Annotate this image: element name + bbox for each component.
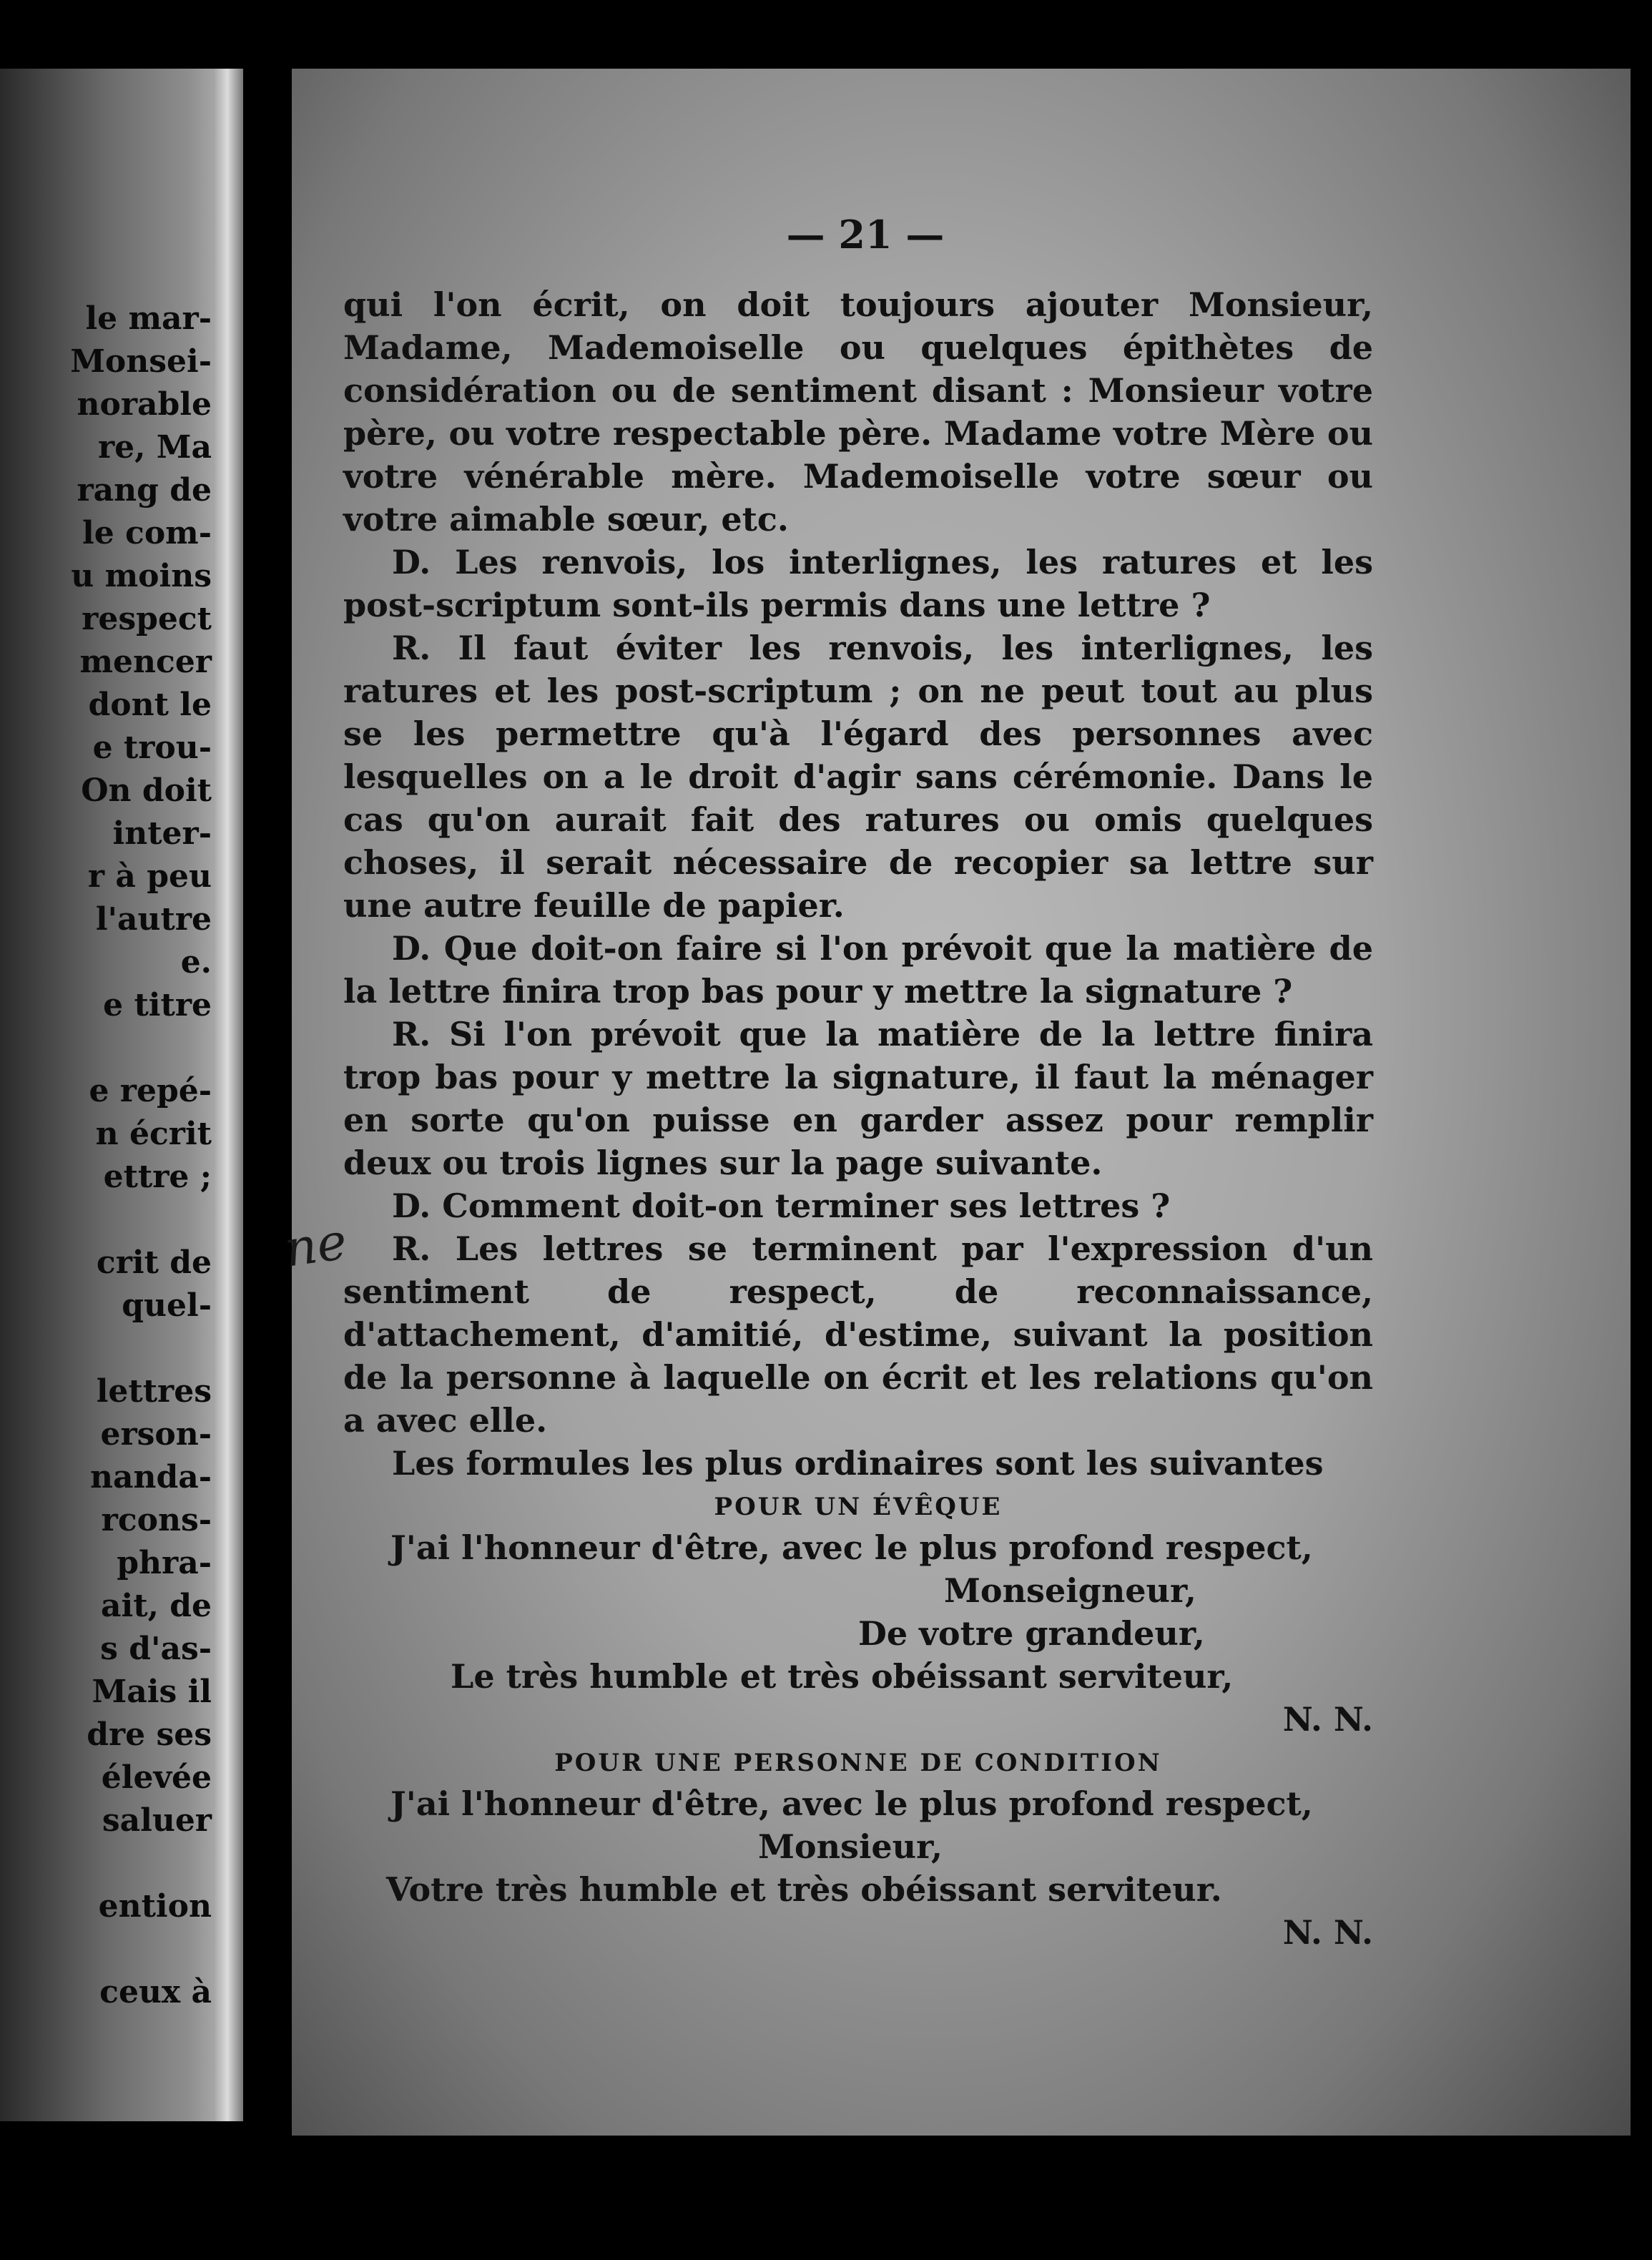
facing-page-line: ettre ; [103,1159,212,1195]
formula-heading: POUR UN ÉVÊQUE [714,1493,1003,1521]
facing-page-line: dont le [88,687,212,723]
facing-page-line: ait, de [101,1588,212,1624]
facing-page-line: re, Ma [97,429,212,466]
paragraph: qui l'on écrit, on doit toujours ajouter Monsieur, Madame, Mademoiselle ou quelques épithètes de considération ou de sentiment disant : Monsieur votre père, ou votre respectable père. Madame votre Mère ou votre vénérable mère. Mademoiselle votre sœur ou votre aimable sœur, etc. [343,285,1373,539]
facing-page-line: mencer [79,644,212,680]
facing-page-line: l'autre [95,901,212,938]
facing-page-line [70,1327,212,1370]
book-gutter [215,69,243,2121]
facing-page-line: inter- [112,815,212,852]
facing-page-line: nanda- [89,1459,212,1495]
facing-page-line: Monsei- [70,343,212,380]
facing-page-line: n écrit [95,1116,212,1152]
facing-page-line: le mar- [85,300,212,337]
formula-person [343,1744,1373,1954]
formula-bishop [343,1488,1373,1741]
facing-page-line: phra- [117,1545,212,1581]
facing-page-line: u moins [71,558,212,594]
page-body [343,283,1373,1954]
facing-page-line: saluer [102,1802,212,1839]
facing-page-line: ceux à [99,1974,212,2010]
facing-page-line [70,1928,212,1971]
formula-heading: POUR UNE PERSONNE DE CONDITION [554,1749,1162,1777]
formula-line: Votre très humble et très obéissant serviteur. [386,1870,1222,1909]
facing-page-line [70,1842,212,1885]
facing-page-line: rcons- [101,1502,212,1538]
page-number: — 21 — [786,212,945,257]
formula-line: J'ai l'honneur d'être, avec le plus profond respect, [390,1784,1313,1823]
facing-page-line: ention [98,1888,212,1925]
facing-page-line: s d'as- [100,1631,212,1667]
answer: R. Il faut éviter les renvois, les interlignes, les ratures et les post-scriptum ; on ne peut tout au plus se les permettre qu'à l'égard des personnes avec lesquelles on a le droit d'agir sans cérémonie. Dans le cas qu'on aurait fait des ratures ou omis quelques choses, il serait nécessaire de recopier sa lettre sur une autre feuille de papier. [343,629,1373,925]
facing-page-line: quel- [122,1287,212,1324]
formula-line: Monsieur, [758,1827,943,1866]
facing-page-line: On doit [81,772,212,809]
facing-page-line: Mais il [92,1674,212,1710]
facing-page-line: norable [77,386,212,423]
facing-page-line: élevée [101,1759,212,1796]
answer: R. Si l'on prévoit que la matière de la lettre finira trop bas pour y mettre la signature, il faut la ménager en sorte qu'on puisse en garder assez pour remplir deux ou trois lignes sur la page suivante. [343,1015,1373,1182]
formula-line: Le très humble et très obéissant serviteur, [451,1657,1234,1696]
facing-page-line [70,1027,212,1070]
question: D. Les renvois, los interlignes, les ratures et les post-scriptum sont-ils permis dans une lettre ? [343,543,1373,624]
facing-page-line: dre ses [87,1716,212,1753]
question: D. Que doit-on faire si l'on prévoit que la matière de la lettre finira trop bas pour y mettre la signature ? [343,929,1373,1011]
facing-page-line: e. [180,944,212,981]
facing-page-line [70,1199,212,1242]
question: D. Comment doit-on terminer ses lettres ? [392,1186,1171,1225]
margin-handwriting: ne [280,1212,350,1279]
answer: R. Les lettres se terminent par l'expression d'un sentiment de respect, de reconnaissance, d'attachement, d'amitié, d'estime, suivant la position de la personne à laquelle on écrit et les relations qu'on a avec elle. [343,1229,1373,1440]
facing-page [0,69,236,2121]
facing-page-line: e repé- [89,1073,212,1109]
signature: N. N. [1282,1913,1373,1952]
signature: N. N. [1282,1700,1373,1739]
book-page [292,69,1631,2136]
facing-page-line: le com- [82,515,212,551]
facing-page-line: r à peu [87,858,212,895]
facing-page-line: e titre [103,987,212,1023]
facing-page-line: respect [82,601,212,637]
formula-line: De votre grandeur, [858,1614,1205,1653]
facing-page-text [70,298,212,2014]
formula-line: Monseigneur, [944,1571,1196,1610]
facing-page-line: crit de [96,1244,212,1281]
facing-page-line: rang de [77,472,212,508]
paragraph: Les formules les plus ordinaires sont les suivantes [392,1444,1324,1483]
facing-page-line: lettres [96,1373,212,1410]
formula-line: J'ai l'honneur d'être, avec le plus profond respect, [390,1528,1313,1567]
facing-page-line: erson- [100,1416,212,1453]
facing-page-line: e trou- [92,729,212,766]
